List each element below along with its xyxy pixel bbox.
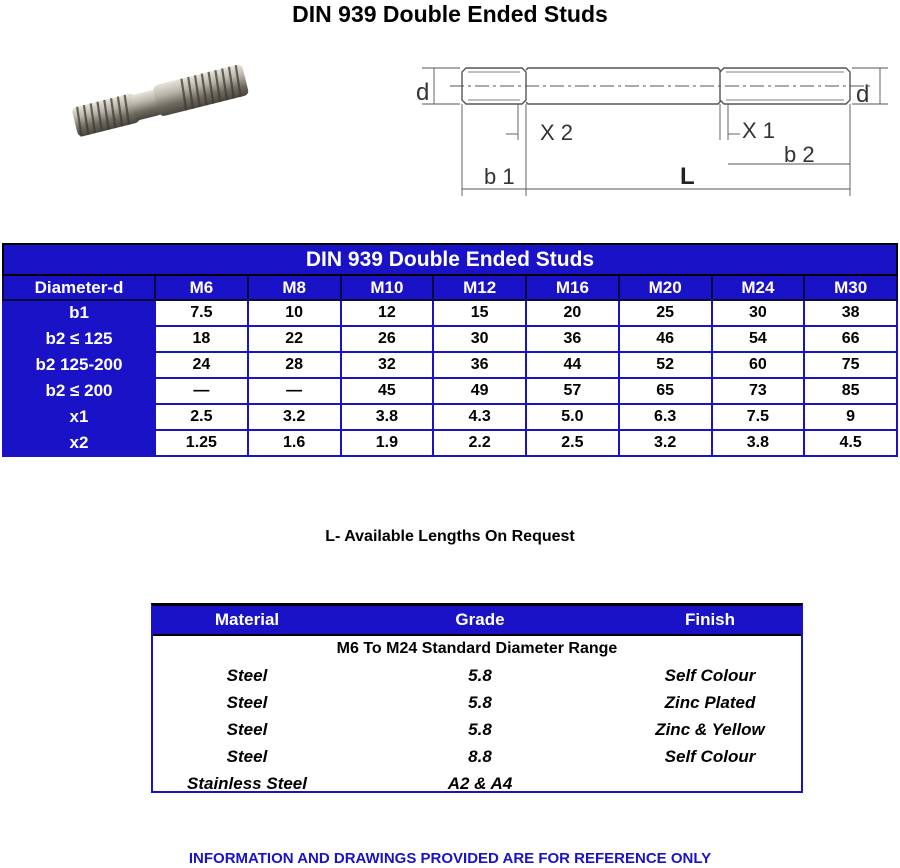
table-cell: 45: [341, 378, 434, 404]
row-label: b2 ≤ 200: [3, 378, 155, 404]
header-size: M30: [804, 275, 897, 300]
table-cell: 7.5: [155, 300, 248, 326]
table-cell: 75: [804, 352, 897, 378]
header-size: M20: [619, 275, 712, 300]
material-cell: Steel: [226, 746, 268, 766]
header-size: M16: [526, 275, 619, 300]
table-cell: 4.5: [804, 430, 897, 456]
table-cell: 12: [341, 300, 434, 326]
header-size: M8: [248, 275, 341, 300]
grade-cell: 8.8: [468, 746, 492, 766]
table-cell: 36: [526, 326, 619, 352]
table-row: [3, 300, 897, 326]
dimensions-table: [2, 243, 898, 457]
table-cell: 25: [619, 300, 712, 326]
table-cell: 44: [526, 352, 619, 378]
grade-cell: 5.8: [468, 692, 492, 712]
dim-L: L: [680, 163, 695, 190]
material-cell: Steel: [226, 719, 268, 739]
dim-b1: b 1: [484, 164, 515, 189]
table-cell: 28: [248, 352, 341, 378]
grade-cell: 5.8: [468, 665, 492, 685]
table-cell: 54: [712, 326, 805, 352]
table-cell: 36: [433, 352, 526, 378]
table-cell: 46: [619, 326, 712, 352]
table-cell: 2.5: [155, 404, 248, 430]
finish-cell: Self Colour: [664, 665, 756, 685]
table-cell: 66: [804, 326, 897, 352]
header-diameter-label: Diameter-d: [3, 275, 155, 300]
table-cell: 22: [248, 326, 341, 352]
table-cell: 1.25: [155, 430, 248, 456]
table-cell: 9: [804, 404, 897, 430]
dim-b2: b 2: [784, 142, 815, 167]
table-cell: 32: [341, 352, 434, 378]
table-cell: 60: [712, 352, 805, 378]
disclaimer: INFORMATION AND DRAWINGS PROVIDED ARE FOR REFERENCE ONLY: [188, 850, 712, 867]
table-cell: 18: [155, 326, 248, 352]
table-cell: 10: [248, 300, 341, 326]
material-cell: Steel: [226, 665, 268, 685]
table-cell: 26: [341, 326, 434, 352]
header-size: M12: [433, 275, 526, 300]
grade-cell: A2 & A4: [447, 773, 513, 793]
table-cell: 7.5: [712, 404, 805, 430]
material-row: [153, 689, 801, 716]
table-cell: 4.3: [433, 404, 526, 430]
row-label: x1: [3, 404, 155, 430]
table-row: [3, 378, 897, 404]
finish-cell: Zinc & Yellow: [655, 719, 765, 739]
stud-drawing: [410, 56, 890, 206]
table-cell: 73: [712, 378, 805, 404]
header-material: Material: [214, 610, 280, 629]
table-cell: 3.8: [712, 430, 805, 456]
table-row: [3, 430, 897, 456]
table-cell: 2.5: [526, 430, 619, 456]
material-row: [153, 662, 801, 689]
table-cell: 52: [619, 352, 712, 378]
dim-x2: X 2: [540, 120, 574, 145]
table-cell: 1.6: [248, 430, 341, 456]
dim-x1: X 1: [742, 118, 776, 143]
table-cell: 57: [526, 378, 619, 404]
table-cell: 49: [433, 378, 526, 404]
row-label: b2 125-200: [3, 352, 155, 378]
header-size: M24: [712, 275, 805, 300]
table-cell: 85: [804, 378, 897, 404]
lengths-note: L- Available Lengths On Request: [325, 528, 575, 545]
page-title: DIN 939 Double Ended Studs: [292, 1, 608, 27]
material-row: [153, 770, 801, 797]
table-cell: 15: [433, 300, 526, 326]
table-cell: 6.3: [619, 404, 712, 430]
header-size: M10: [341, 275, 434, 300]
material-row: [153, 716, 801, 743]
material-header-row: [153, 606, 801, 636]
table-caption: DIN 939 Double Ended Studs: [3, 244, 897, 275]
table-row: [3, 404, 897, 430]
material-table: [151, 603, 803, 793]
table-cell: 2.2: [433, 430, 526, 456]
material-cell: Stainless Steel: [186, 773, 307, 793]
table-cell: —: [155, 378, 248, 404]
grade-cell: 5.8: [468, 719, 492, 739]
table-row: [3, 352, 897, 378]
header-grade: Grade: [455, 610, 505, 629]
table-cell: 3.8: [341, 404, 434, 430]
finish-cell: Self Colour: [664, 746, 756, 766]
table-cell: 38: [804, 300, 897, 326]
table-cell: 3.2: [248, 404, 341, 430]
row-label: x2: [3, 430, 155, 456]
table-cell: 24: [155, 352, 248, 378]
material-row: [153, 743, 801, 770]
table-cell: —: [248, 378, 341, 404]
table-header-row: [3, 275, 897, 300]
header-finish: Finish: [684, 610, 736, 629]
row-label: b2 ≤ 125: [3, 326, 155, 352]
header-size: M6: [155, 275, 248, 300]
table-row: [3, 326, 897, 352]
table-cell: 65: [619, 378, 712, 404]
table-cell: 20: [526, 300, 619, 326]
table-cell: 30: [712, 300, 805, 326]
dim-d-right: d: [856, 81, 870, 108]
table-cell: 30: [433, 326, 526, 352]
table-cell: 3.2: [619, 430, 712, 456]
finish-cell: Zinc Plated: [664, 692, 756, 712]
material-cell: Steel: [226, 692, 268, 712]
table-cell: 5.0: [526, 404, 619, 430]
row-label: b1: [3, 300, 155, 326]
material-subheading: M6 To M24 Standard Diameter Range: [336, 640, 618, 657]
stud-photo: [62, 52, 262, 148]
table-cell: 1.9: [341, 430, 434, 456]
dim-d-left: d: [416, 79, 430, 106]
